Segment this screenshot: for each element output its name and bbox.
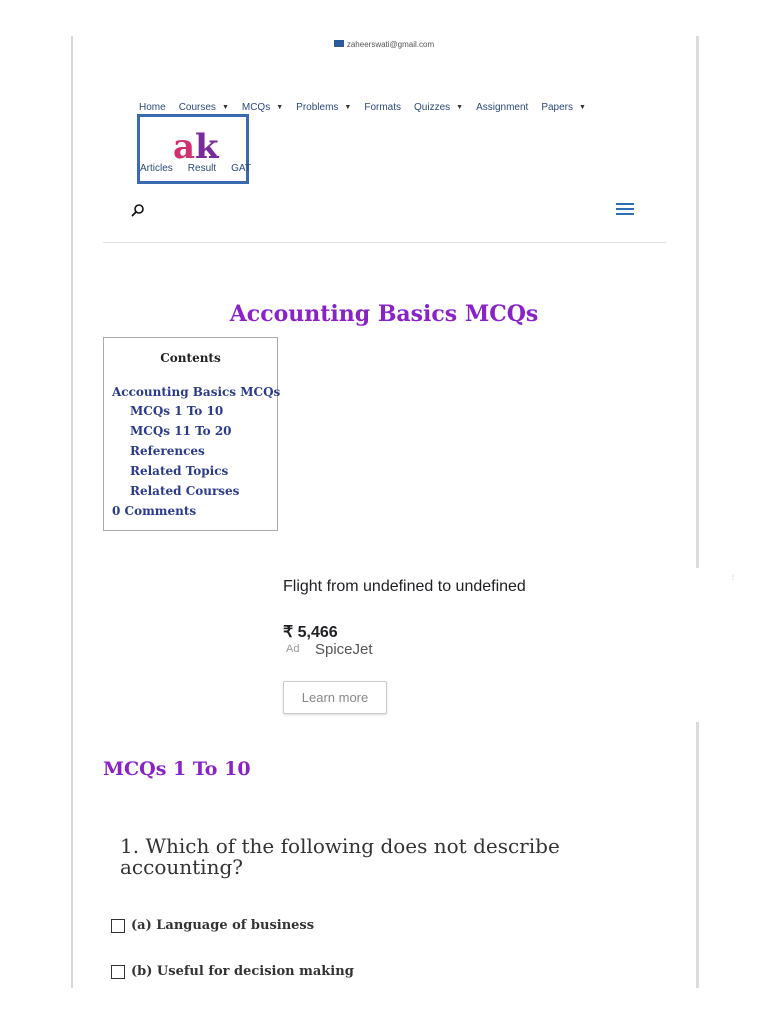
chevron-down-icon: ▼ xyxy=(221,104,229,111)
nav-label: Papers xyxy=(541,102,574,113)
nav-item-mcqs[interactable] xyxy=(242,102,283,113)
learn-more-button[interactable]: Learn more xyxy=(283,681,387,714)
nav-item-assignment[interactable] xyxy=(476,102,528,113)
ad-title[interactable]: Flight from undefined to undefined xyxy=(283,578,526,595)
page-title: Accounting Basics MCQs xyxy=(229,301,539,327)
section-heading: MCQs 1 To 10 xyxy=(103,758,251,780)
chevron-down-icon: ▼ xyxy=(456,104,464,111)
main-navigation xyxy=(139,102,599,113)
nav-item-problems[interactable] xyxy=(296,102,351,113)
answer-option-a[interactable] xyxy=(111,918,314,933)
nav-label: MCQs xyxy=(241,102,271,113)
site-logo[interactable] xyxy=(137,114,249,184)
ad-price: ₹ 5,466 xyxy=(283,624,338,641)
checkbox[interactable] xyxy=(111,965,125,979)
contact-email[interactable]: zaheerswati@gmail.com xyxy=(346,40,435,49)
hamburger-menu-icon[interactable] xyxy=(616,203,634,217)
nav-label: Formats xyxy=(364,102,402,113)
nav-item-home[interactable] xyxy=(139,102,166,113)
toc-item-comments[interactable]: 0 Comments xyxy=(112,504,197,518)
menu-bar xyxy=(616,203,634,205)
mail-icon xyxy=(334,40,344,47)
menu-bar xyxy=(616,213,634,215)
chevron-down-icon: ▼ xyxy=(276,104,284,111)
chevron-down-icon: ▼ xyxy=(344,104,352,111)
option-label: (a) Language of business xyxy=(131,918,315,933)
nav-label: Assignment xyxy=(476,102,529,113)
table-of-contents xyxy=(103,337,281,531)
header-divider xyxy=(103,242,666,243)
chevron-down-icon: ▼ xyxy=(579,104,586,111)
search-icon[interactable] xyxy=(131,203,145,217)
logo-letter-a: a xyxy=(173,127,196,167)
toc-heading: Contents xyxy=(160,351,221,365)
page-border-right-lower xyxy=(696,722,699,988)
logo-letter-k: k xyxy=(195,127,219,167)
top-contact-bar xyxy=(0,40,768,49)
menu-bar xyxy=(616,208,634,210)
nav-item-result[interactable]: Result xyxy=(187,163,217,174)
nav-item-gat[interactable]: GAT xyxy=(231,163,251,174)
nav-item-quizzes[interactable] xyxy=(414,102,463,113)
nav-overflow-links xyxy=(140,163,266,174)
nav-item-articles[interactable]: Articles xyxy=(140,163,173,174)
option-label: (b) Useful for decision making xyxy=(131,964,354,979)
checkbox[interactable] xyxy=(111,919,125,933)
logo-mark xyxy=(173,127,219,167)
answer-option-b[interactable] xyxy=(111,964,354,979)
ad-choices-icon[interactable]: ⋮ xyxy=(730,575,736,581)
toc-item-mcqs-11-20[interactable]: MCQs 11 To 20 xyxy=(130,424,232,438)
nav-label: Problems xyxy=(296,102,339,113)
nav-item-papers[interactable] xyxy=(541,102,586,113)
toc-item-related-courses[interactable]: Related Courses xyxy=(130,484,240,498)
question-text: 1. Which of the following does not describe accounting? xyxy=(120,834,560,879)
nav-label: Courses xyxy=(178,102,216,113)
ad-brand[interactable]: SpiceJet xyxy=(315,641,373,658)
page-border-left xyxy=(71,36,73,988)
toc-item-related-topics[interactable]: Related Topics xyxy=(130,464,229,478)
nav-item-courses[interactable] xyxy=(179,102,229,113)
toc-item-accounting-basics[interactable]: Accounting Basics MCQs xyxy=(112,385,281,399)
nav-item-formats[interactable] xyxy=(364,102,401,113)
toc-item-mcqs-1-10[interactable]: MCQs 1 To 10 xyxy=(130,404,224,418)
ad-badge: Ad xyxy=(286,643,300,655)
toc-item-references[interactable]: References xyxy=(130,444,205,458)
nav-label: Quizzes xyxy=(414,102,451,113)
nav-label: Home xyxy=(139,102,166,113)
